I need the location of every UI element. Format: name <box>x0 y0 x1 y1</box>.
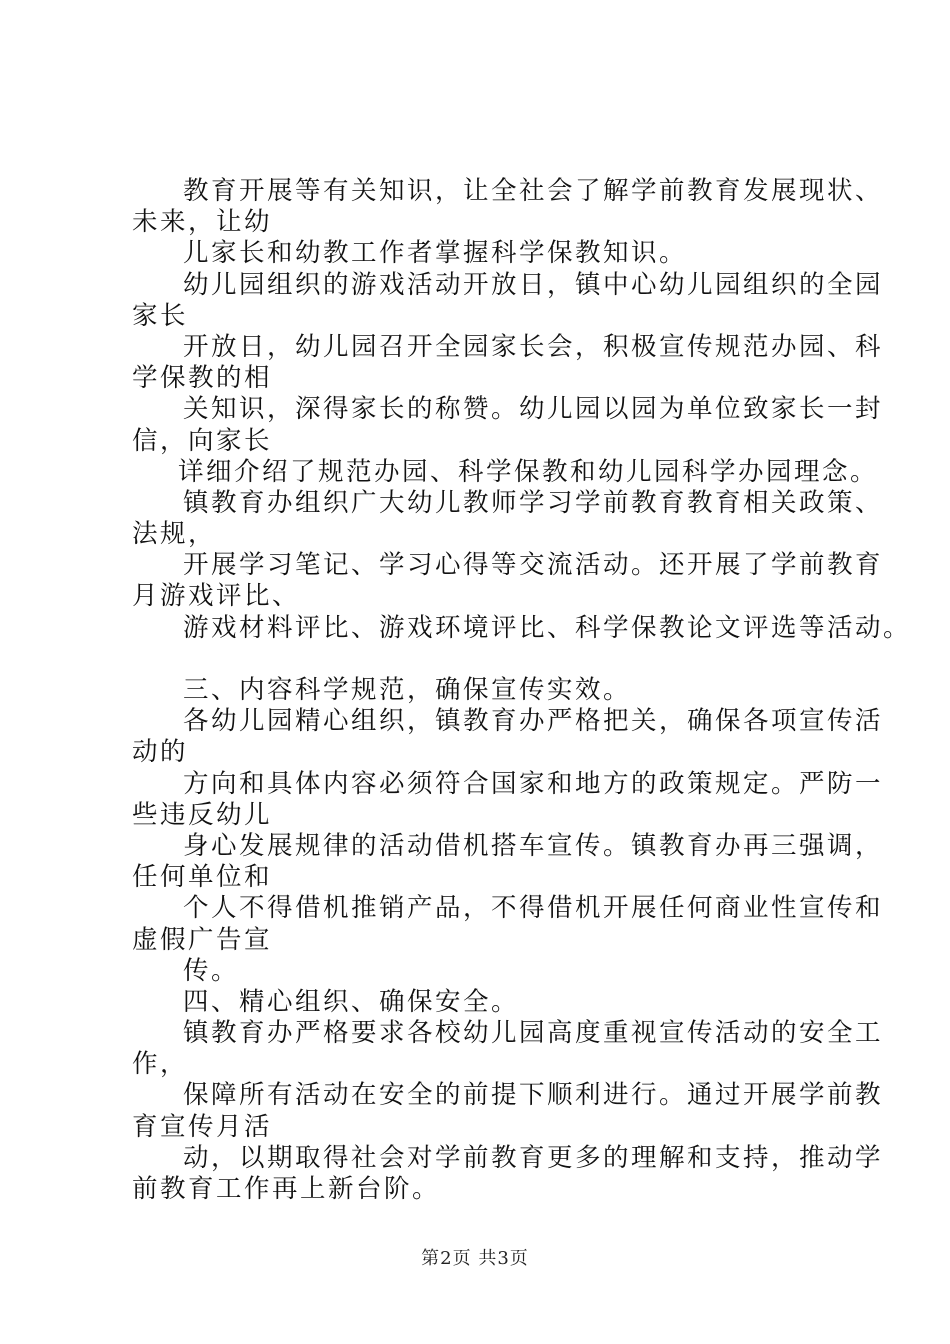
text-line: 虚假广告宣 <box>132 924 273 955</box>
text-line: 游戏材料评比、游戏环境评比、科学保教论文评选等活动。 <box>183 612 912 643</box>
text-line: 月游戏评比、 <box>132 581 301 612</box>
body-text <box>132 176 912 1205</box>
text-line: 前教育工作再上新台阶。 <box>132 1174 441 1204</box>
text-line: 个人不得借机推销产品，不得借机开展任何商业性宣传和 <box>183 893 884 924</box>
text-line: 作， <box>132 1049 189 1080</box>
text-line: 法规， <box>132 519 217 550</box>
text-line: 动，以期取得社会对学前教育更多的理解和支持，推动学 <box>183 1142 884 1173</box>
text-line: 保障所有活动在安全的前提下顺利进行。通过开展学前教 <box>183 1080 884 1111</box>
text-line: 镇教育办组织广大幼儿教师学习学前教育教育相关政策、 <box>183 487 884 518</box>
page-footer <box>0 1244 950 1270</box>
text-line: 方向和具体内容必须符合国家和地方的政策规定。严防一 <box>183 768 884 799</box>
text-line: 育宣传月活 <box>132 1111 273 1142</box>
paragraph-gap <box>132 644 852 675</box>
section-heading: 三、内容科学规范，确保宣传实效。 <box>183 675 632 705</box>
text-line: 学保教的相 <box>132 363 273 394</box>
text-line: 动的 <box>132 737 189 768</box>
text-line: 任何单位和 <box>132 862 273 893</box>
text-line: 开放日，幼儿园召开全园家长会，积极宣传规范办园、科 <box>183 331 884 362</box>
text-line: 幼儿园组织的游戏活动开放日，镇中心幼儿园组织的全园 <box>183 269 884 300</box>
page-number: 第2页 共3页 <box>421 1248 529 1269</box>
text-line: 儿家长和幼教工作者掌握科学保教知识。 <box>183 238 688 269</box>
text-line: 信，向家长 <box>132 425 273 456</box>
text-line: 传。 <box>183 955 240 986</box>
text-line: 家长 <box>132 300 189 331</box>
text-line: 镇教育办严格要求各校幼儿园高度重视宣传活动的安全工 <box>183 1018 884 1049</box>
text-line: 各幼儿园精心组织，镇教育办严格把关，确保各项宣传活 <box>183 706 884 737</box>
text-line: 身心发展规律的活动借机搭车宣传。镇教育办再三强调， <box>183 830 884 861</box>
text-line: 些违反幼儿 <box>132 799 273 830</box>
text-line: 未来，让幼 <box>132 207 273 238</box>
text-line: 关知识，深得家长的称赞。幼儿园以园为单位致家长一封 <box>183 394 884 425</box>
text-line: 开展学习笔记、学习心得等交流活动。还开展了学前教育 <box>183 550 884 581</box>
text-line: 详细介绍了规范办园、科学保教和幼儿园科学办园理念。 <box>178 456 879 487</box>
text-line: 教育开展等有关知识，让全社会了解学前教育发展现状、 <box>183 176 884 206</box>
section-heading: 四、精心组织、确保安全。 <box>183 986 520 1017</box>
